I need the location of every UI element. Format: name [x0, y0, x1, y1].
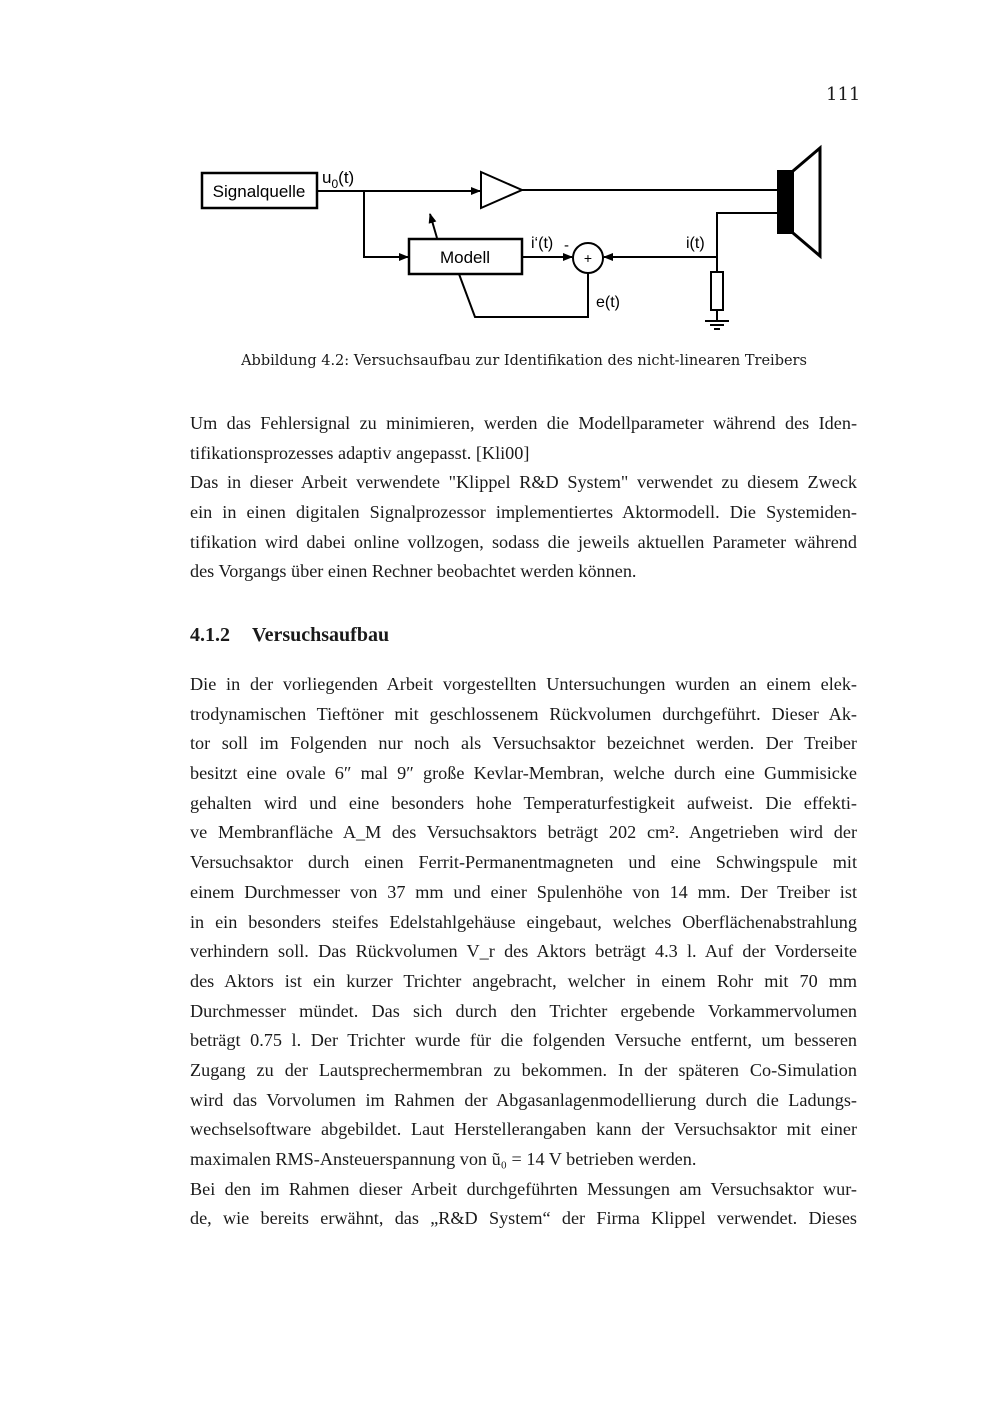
block-diagram — [0, 0, 1000, 340]
signal-source-label: Signalquelle — [212, 182, 306, 201]
speaker-icon — [778, 171, 793, 233]
paragraph-2 — [190, 670, 857, 1234]
amplifier-icon — [481, 172, 522, 208]
text-line: ein in einen digitalen Signalprozessor implementiertes Aktormodell. Die Systemiden- — [190, 502, 857, 523]
sum-sign: + — [583, 250, 593, 266]
text-line: verhindern soll. Das Rückvolumen V_r des Aktors beträgt 4.3 l. Auf der Vorderseite — [190, 941, 857, 962]
signal-e-label: e(t) — [596, 294, 620, 311]
text-line: beträgt 0.75 l. Der Trichter wurde für die folgenden Versuche entfernt, um besseren — [190, 1030, 857, 1051]
text-line: Durchmesser mündet. Das sich durch den Trichter ergebende Vorkammervolumen — [190, 1000, 857, 1021]
text-line: in ein besonders steifes Edelstahlgehäuse eingebaut, welches Oberflächenabstrahlung — [190, 911, 857, 932]
signal-u0-label: $u_0(t)$ — [322, 168, 355, 191]
text-line: Bei den im Rahmen dieser Arbeit durchgeführten Messungen am Versuchsaktor wur- — [190, 1178, 857, 1199]
page-number: 111 — [826, 84, 861, 105]
text-line: tor soll im Folgenden nur noch als Versuchsaktor bezeichnet werden. Der Treiber — [190, 733, 857, 754]
text-line: Um das Fehlersignal zu minimieren, werden die Modellparameter während des Iden- — [190, 413, 857, 433]
text-line: tifikationsprozesses adaptiv angepasst. [Kli00] — [190, 442, 530, 463]
text-line: des Vorgangs über einen Rechner beobachtet werden können. — [190, 561, 637, 582]
text-line: wechselsoftware abgebildet. Laut Herstellerangaben kann der Versuchsaktor mit einer — [190, 1119, 857, 1140]
signal-i-label: i(t) — [686, 235, 705, 252]
section-number: 4.1.2 — [190, 624, 230, 646]
text-line: Die in der vorliegenden Arbeit vorgestellten Untersuchungen wurden an einem elek- — [190, 674, 857, 694]
section-heading — [190, 624, 389, 647]
text-line: ve Membranfläche A_M des Versuchsaktors beträgt 202 cm². Angetrieben wird der — [190, 822, 857, 843]
text-line: des Aktors ist ein kurzer Trichter angebracht, welcher in einem Rohr mit 70 mm — [190, 970, 857, 991]
text-line: maximalen RMS-Ansteuerspannung von ũ₀ = 14 V betrieben werden. — [190, 1149, 697, 1169]
text-line: Versuchsaktor durch einen Ferrit-Permanentmagneten und eine Schwingspule mit — [190, 852, 857, 873]
minus-sign: - — [564, 237, 569, 254]
text-line: gehalten wird und eine besonders hohe Temperaturfestigkeit aufweist. Die effekti- — [190, 792, 857, 813]
text-line: besitzt eine ovale 6″ mal 9″ große Kevlar-Membran, welche durch eine Gummisicke — [190, 763, 857, 784]
text-line: Das in dieser Arbeit verwendete "Klippel R&D System" verwendet zu diesem Zweck — [190, 472, 857, 493]
signal-i-prime-label: i‘(t) — [531, 235, 554, 252]
text-line: de, wie bereits erwähnt, das „R&D System“ der Firma Klippel verwendet. Dieses — [190, 1208, 857, 1229]
text-line: wird das Vorvolumen im Rahmen der Abgasanlagenmodellierung durch die Ladungs- — [190, 1089, 857, 1110]
text-line: Zugang zu der Lautsprechermembran zu bekommen. In der späteren Co-Simulation — [190, 1059, 857, 1080]
text-line: einem Durchmesser von 37 mm und einer Spulenhöhe von 14 mm. Der Treiber ist — [190, 881, 857, 902]
resistor-icon — [711, 272, 723, 310]
paragraph-1 — [190, 409, 857, 587]
figure-caption: Abbildung 4.2: Versuchsaufbau zur Identifikation des nicht-linearen Treibers — [241, 353, 807, 369]
section-title: Versuchsaufbau — [252, 624, 390, 646]
text-line: tifikation wird dabei online vollzogen, sodass die jeweils aktuellen Parameter während — [190, 531, 857, 552]
model-label: Modell — [439, 248, 491, 267]
text-line: trodynamischen Tieftöner mit geschlossenem Rückvolumen durchgeführt. Dieser Ak- — [190, 703, 857, 724]
